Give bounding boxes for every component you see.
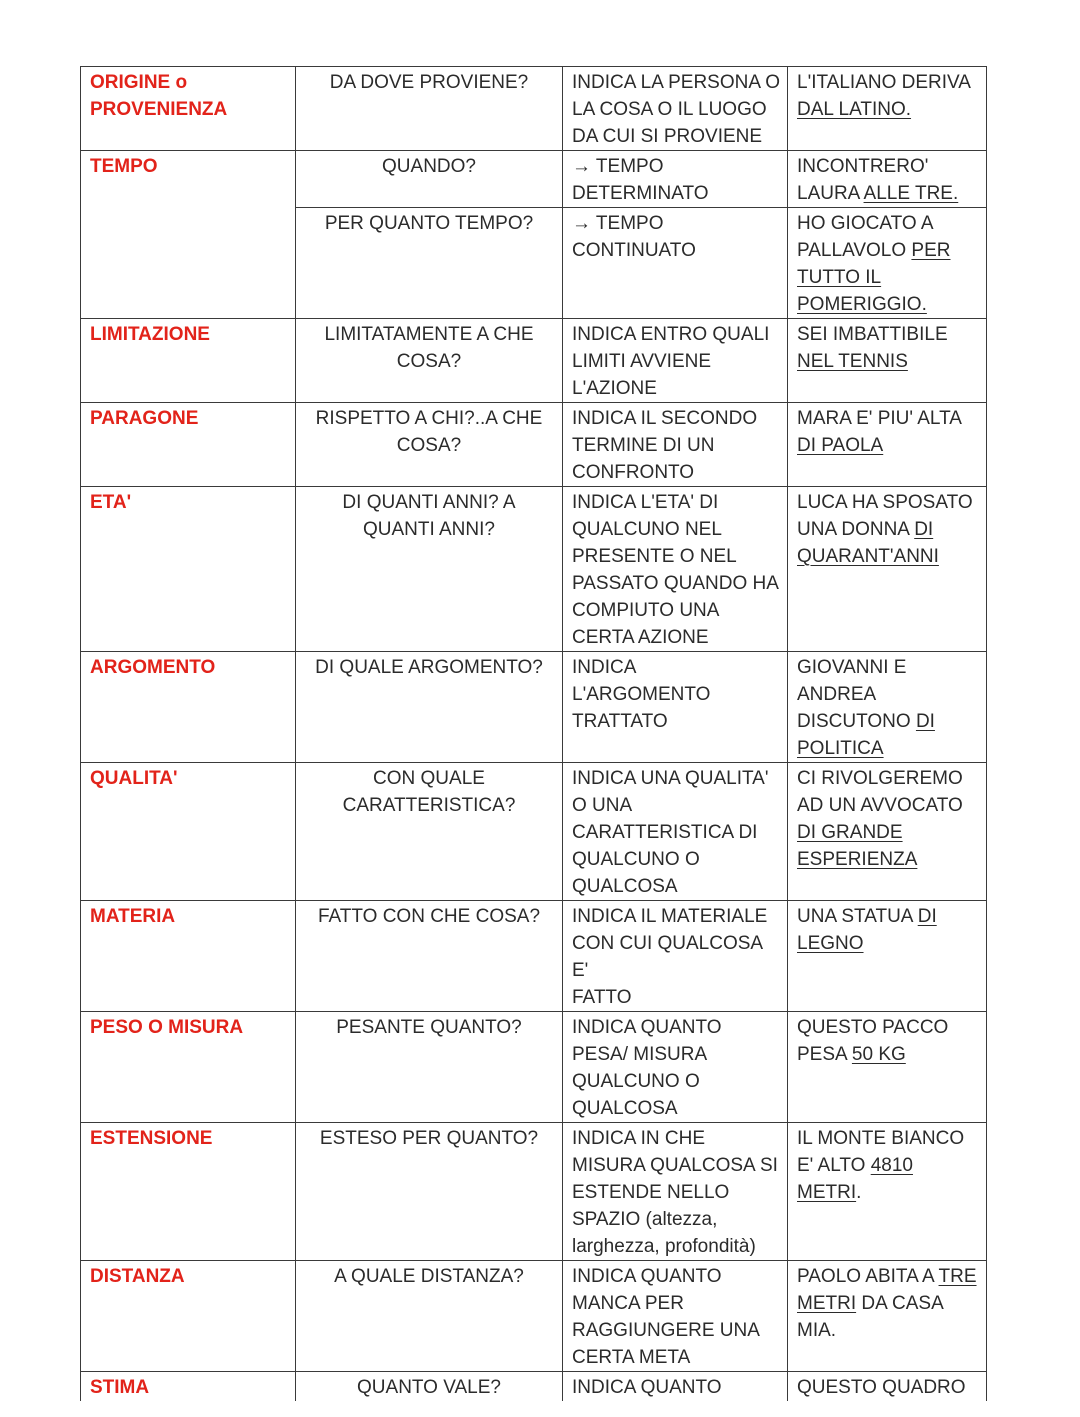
example-line	[797, 903, 980, 930]
text-line: ARGOMENTO	[90, 657, 216, 678]
text-line: TRATTATO	[572, 711, 668, 732]
example-line	[797, 543, 980, 570]
example-line	[797, 846, 980, 873]
text-line: L'ARGOMENTO	[572, 684, 711, 705]
example-line	[797, 1317, 980, 1344]
example-line	[797, 264, 980, 291]
example-text: QUESTO PACCO	[797, 1017, 949, 1038]
text-line: QUALCUNO O	[572, 849, 700, 870]
complement-question	[296, 67, 563, 151]
complement-question	[296, 151, 563, 208]
text-line: ETA'	[90, 492, 132, 513]
complement-description	[563, 1123, 788, 1261]
text-line: INDICA	[572, 657, 637, 678]
example-highlight: ALLE TRE.	[863, 183, 959, 204]
text-line: COSA?	[396, 351, 462, 372]
complement-description	[563, 1261, 788, 1372]
text-line: → TEMPO	[572, 213, 664, 234]
example-text: MARA E' PIU' ALTA	[797, 408, 962, 429]
complement-example	[788, 319, 987, 403]
example-line	[797, 792, 980, 819]
complement-description	[563, 67, 788, 151]
table-row	[81, 487, 987, 652]
complement-description	[563, 1372, 788, 1402]
text-line: QUALITA'	[90, 768, 178, 789]
text-line: MATERIA	[90, 906, 176, 927]
complement-name	[81, 1012, 296, 1123]
example-line	[797, 735, 980, 762]
example-line	[797, 516, 980, 543]
text-line: CON CUI QUALCOSA E'	[572, 933, 763, 981]
example-text: AD UN AVVOCATO	[797, 795, 963, 816]
table-row	[81, 652, 987, 763]
text-line: INDICA ENTRO QUALI	[572, 324, 770, 345]
text-line: COMPIUTO UNA	[572, 600, 720, 621]
example-highlight: QUARANT'ANNI	[797, 546, 939, 567]
example-line	[797, 708, 980, 735]
text-line: CONFRONTO	[572, 462, 695, 483]
example-highlight: NEL TENNIS	[797, 351, 908, 372]
example-highlight: POLITICA	[797, 738, 884, 759]
text-line: INDICA IN CHE	[572, 1128, 706, 1149]
complement-description	[563, 1012, 788, 1123]
text-line: FATTO	[572, 987, 632, 1008]
text-line: ORIGINE o	[90, 72, 188, 93]
complement-description	[563, 208, 788, 319]
example-line	[797, 489, 980, 516]
example-line	[797, 180, 980, 207]
example-text: PESA	[797, 1044, 852, 1065]
complement-name	[81, 487, 296, 652]
text-line: PASSATO QUANDO HA	[572, 573, 779, 594]
example-text: GIOVANNI E	[797, 657, 907, 678]
example-text: CI RIVOLGEREMO	[797, 768, 963, 789]
text-line: PESA/ MISURA	[572, 1044, 708, 1065]
example-line	[797, 1152, 980, 1179]
example-text: QUESTO QUADRO	[797, 1377, 966, 1398]
example-text: UNA STATUA	[797, 906, 918, 927]
text-line: ESTENSIONE	[90, 1128, 213, 1149]
text-line: PARAGONE	[90, 408, 199, 429]
text-line: INDICA IL MATERIALE	[572, 906, 768, 927]
text-line: PESANTE QUANTO?	[336, 1017, 522, 1038]
text-line: COSA?	[396, 435, 462, 456]
text-line: QUALCOSA	[572, 876, 678, 897]
complement-question	[296, 487, 563, 652]
text-line: DI QUANTI ANNI? A	[342, 492, 516, 513]
complement-question	[296, 652, 563, 763]
example-text: IL MONTE BIANCO	[797, 1128, 965, 1149]
text-line: QUANTI ANNI?	[363, 519, 495, 540]
text-line: STIMA	[90, 1377, 150, 1398]
example-text: PAOLO ABITA A	[797, 1266, 939, 1287]
complement-name	[81, 67, 296, 151]
example-text: .	[856, 1182, 862, 1203]
text-line: PRESENTE O NEL	[572, 546, 737, 567]
example-text: HO GIOCATO A	[797, 213, 934, 234]
example-highlight: TRE	[938, 1266, 977, 1287]
table-row	[81, 1261, 987, 1372]
example-line	[797, 819, 980, 846]
example-line	[797, 432, 980, 459]
example-highlight: DAL LATINO.	[797, 99, 912, 120]
example-line	[797, 1290, 980, 1317]
example-text: PALLAVOLO	[797, 240, 912, 261]
example-line	[797, 1263, 980, 1290]
example-highlight: DI	[917, 906, 937, 927]
example-highlight: METRI	[797, 1293, 857, 1314]
example-text: E' ALTO	[797, 1155, 871, 1176]
table-row	[81, 67, 987, 151]
complement-description	[563, 652, 788, 763]
example-line	[797, 1041, 980, 1068]
example-line	[797, 237, 980, 264]
table-row	[81, 901, 987, 1012]
text-line: TERMINE DI UN	[572, 435, 715, 456]
example-highlight: METRI	[797, 1182, 857, 1203]
complement-example	[788, 1012, 987, 1123]
complement-example	[788, 67, 987, 151]
complements-table	[80, 66, 987, 1401]
text-line: QUANDO?	[382, 156, 476, 177]
text-line: INDICA QUANTO	[572, 1017, 722, 1038]
example-line	[797, 69, 980, 96]
table-row	[81, 151, 987, 208]
complement-name	[81, 151, 296, 319]
text-line: QUALCUNO O	[572, 1071, 700, 1092]
example-highlight: ESPERIENZA	[797, 849, 918, 870]
complement-description	[563, 151, 788, 208]
example-text: SEI IMBATTIBILE	[797, 324, 948, 345]
text-line: SPAZIO (altezza,	[572, 1209, 718, 1230]
text-line: DA DOVE PROVIENE?	[329, 72, 529, 93]
text-line: INDICA QUANTO	[572, 1266, 722, 1287]
text-line: MANCA PER	[572, 1293, 684, 1314]
text-line: LIMITATAMENTE A CHE	[324, 324, 534, 345]
example-text: ANDREA	[797, 684, 877, 705]
example-line	[797, 405, 980, 432]
example-text: L'ITALIANO DERIVA	[797, 72, 971, 93]
text-line: A QUALE DISTANZA?	[334, 1266, 524, 1287]
text-line: RISPETTO A CHI?..A CHE	[315, 408, 543, 429]
complement-name	[81, 319, 296, 403]
table-row	[81, 319, 987, 403]
example-text: DISCUTONO	[797, 711, 916, 732]
complement-question	[296, 208, 563, 319]
text-line: CERTA AZIONE	[572, 627, 709, 648]
example-text: MIA.	[797, 1320, 837, 1341]
text-line: QUALCUNO NEL	[572, 519, 722, 540]
text-line: INDICA LA PERSONA O	[572, 72, 781, 93]
example-highlight: PER	[911, 240, 951, 261]
text-line: PROVENIENZA	[90, 99, 228, 120]
complement-question	[296, 1261, 563, 1372]
example-text: LUCA HA SPOSATO	[797, 492, 973, 513]
example-text: INCONTRERO'	[797, 156, 929, 177]
table-row	[81, 1372, 987, 1402]
complement-description	[563, 403, 788, 487]
complement-example	[788, 763, 987, 901]
example-line	[797, 348, 980, 375]
text-line: PER QUANTO TEMPO?	[324, 213, 534, 234]
example-highlight: DI GRANDE	[797, 822, 903, 843]
complement-example	[788, 403, 987, 487]
text-line: → TEMPO	[572, 156, 664, 177]
example-line	[797, 291, 980, 318]
table-body	[81, 67, 987, 1402]
complement-question	[296, 319, 563, 403]
complement-name	[81, 652, 296, 763]
complement-name	[81, 901, 296, 1012]
complement-example	[788, 901, 987, 1012]
text-line: LA COSA O IL LUOGO	[572, 99, 767, 120]
text-line: INDICA QUANTO	[572, 1377, 722, 1398]
example-line	[797, 153, 980, 180]
example-line	[797, 1374, 980, 1401]
example-highlight: 50 KG	[851, 1044, 906, 1065]
example-text: DA CASA	[856, 1293, 944, 1314]
complement-example	[788, 487, 987, 652]
text-line: DETERMINATO	[572, 183, 709, 204]
example-text: LAURA	[797, 183, 864, 204]
complement-description	[563, 901, 788, 1012]
text-line: DISTANZA	[90, 1266, 185, 1287]
complement-name	[81, 1261, 296, 1372]
text-line: larghezza, profondità)	[572, 1236, 756, 1257]
example-highlight: DI	[915, 711, 935, 732]
example-highlight: POMERIGGIO.	[797, 294, 927, 315]
complement-example	[788, 1261, 987, 1372]
example-highlight: DI PAOLA	[797, 435, 884, 456]
complement-description	[563, 319, 788, 403]
example-line	[797, 210, 980, 237]
text-line: LIMITAZIONE	[90, 324, 210, 345]
text-line: QUALCOSA	[572, 1098, 678, 1119]
complement-example	[788, 1123, 987, 1261]
complement-question	[296, 763, 563, 901]
complement-name	[81, 403, 296, 487]
text-line: CERTA META	[572, 1347, 691, 1368]
complement-name	[81, 763, 296, 901]
example-highlight: LEGNO	[797, 933, 864, 954]
example-line	[797, 930, 980, 957]
text-line: CON QUALE	[373, 768, 485, 789]
text-line: INDICA UNA QUALITA'	[572, 768, 769, 789]
text-line: QUANTO VALE?	[357, 1377, 501, 1398]
text-line: CARATTERISTICA?	[342, 795, 516, 816]
complement-name	[81, 1372, 296, 1402]
text-line: DA CUI SI PROVIENE	[572, 126, 763, 147]
complement-question	[296, 901, 563, 1012]
example-line	[797, 1125, 980, 1152]
example-line	[797, 1179, 980, 1206]
table-row	[81, 403, 987, 487]
text-line: MISURA QUALCOSA SI	[572, 1155, 778, 1176]
table-row	[81, 763, 987, 901]
text-line: TEMPO	[90, 156, 158, 177]
complement-example	[788, 208, 987, 319]
text-line: ESTENDE NELLO	[572, 1182, 730, 1203]
text-line: INDICA L'ETA' DI	[572, 492, 719, 513]
example-line	[797, 321, 980, 348]
example-line	[797, 96, 980, 123]
text-line: ESTESO PER QUANTO?	[319, 1128, 539, 1149]
example-line	[797, 1014, 980, 1041]
text-line: PESO O MISURA	[90, 1017, 244, 1038]
complement-question	[296, 403, 563, 487]
complement-example	[788, 652, 987, 763]
complement-description	[563, 487, 788, 652]
example-line	[797, 681, 980, 708]
complement-example	[788, 151, 987, 208]
text-line: LIMITI AVVIENE	[572, 351, 712, 372]
example-highlight: TUTTO IL	[797, 267, 882, 288]
text-line: INDICA IL SECONDO	[572, 408, 758, 429]
text-line: L'AZIONE	[572, 378, 657, 399]
text-line: FATTO CON CHE COSA?	[317, 906, 541, 927]
example-line	[797, 654, 980, 681]
example-line	[797, 765, 980, 792]
table-row	[81, 1012, 987, 1123]
complement-name	[81, 1123, 296, 1261]
text-line: CARATTERISTICA DI	[572, 822, 758, 843]
complement-question	[296, 1012, 563, 1123]
complement-question	[296, 1123, 563, 1261]
example-highlight: 4810	[870, 1155, 913, 1176]
complement-question	[296, 1372, 563, 1402]
table-row	[81, 1123, 987, 1261]
text-line: RAGGIUNGERE UNA	[572, 1320, 760, 1341]
text-line: CONTINUATO	[572, 240, 696, 261]
example-highlight: DI	[914, 519, 934, 540]
text-line: O UNA	[572, 795, 633, 816]
text-line: DI QUALE ARGOMENTO?	[315, 657, 543, 678]
example-text: UNA DONNA	[797, 519, 915, 540]
complement-description	[563, 763, 788, 901]
complement-example	[788, 1372, 987, 1402]
